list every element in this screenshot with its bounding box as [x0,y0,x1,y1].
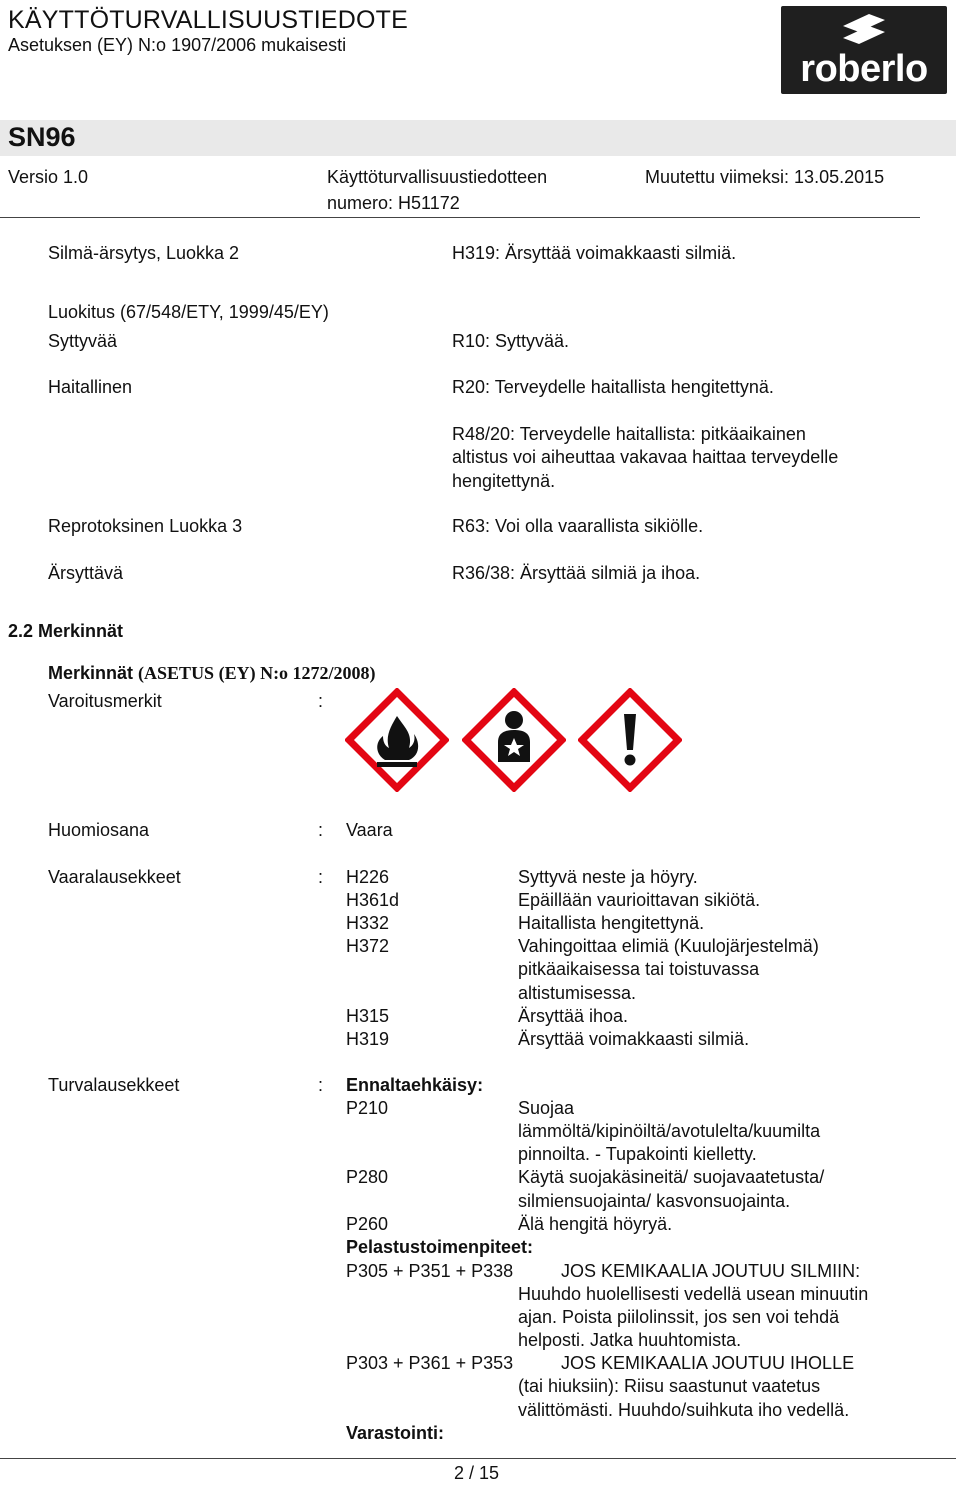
dsd-statement: altistus voi aiheuttaa vakavaa haittaa terveydelle [452,447,839,467]
health-hazard-icon [462,688,566,792]
precautionary-statements-label: Turvalausekkeet [48,1075,180,1095]
precaution-code: P260 [346,1214,389,1234]
exclamation-mark-icon [578,688,682,792]
signal-word: Vaara [346,820,393,840]
header-divider [0,217,920,218]
hazard-code: H372 [346,936,390,956]
pictograms-label: Varoitusmerkit [48,691,162,711]
precaution-text: lämmöltä/kipinöiltä/avotulelta/kuumilta [518,1121,821,1141]
dsd-statement: hengitettynä. [452,471,556,491]
colon: : [318,820,324,840]
clp-class-statement: H319: Ärsyttää voimakkaasti silmiä. [452,243,737,263]
sds-label: Käyttöturvallisuustiedotteen [327,167,548,187]
dsd-label-reprotoxic: Reprotoksinen Luokka 3 [48,516,243,536]
footer-divider [0,1458,956,1459]
hazard-text: Epäillään vaurioittavan sikiötä. [518,890,761,910]
precaution-text: Suojaa [518,1098,575,1118]
hazard-text: Ärsyttää voimakkaasti silmiä. [518,1029,750,1049]
document-title: KÄYTTÖTURVALLISUUSTIEDOTE [8,6,408,34]
precaution-code: P305 + P351 + P338 [346,1261,514,1281]
hazard-code: H226 [346,867,390,887]
precaution-code: P210 [346,1098,389,1118]
dsd-statement: R36/38: Ärsyttää silmiä ja ihoa. [452,563,701,583]
precaution-text: helposti. Jatka huuhtomista. [518,1330,742,1350]
version-label: Versio 1.0 [8,167,89,187]
page-number: 2 / 15 [454,1463,500,1483]
flame-icon [345,688,449,792]
precaution-text: Käytä suojakäsineitä/ suojavaatetusta/ [518,1167,825,1187]
logo-mark-icon [839,12,889,48]
colon: : [318,1075,324,1095]
hazard-code: H332 [346,913,390,933]
dsd-label-irritant: Ärsyttävä [48,563,124,583]
hazard-code: H361d [346,890,400,910]
revision-date: Muutettu viimeksi: 13.05.2015 [645,167,885,187]
hazard-statements-label: Vaaralausekkeet [48,867,181,887]
precaution-text: JOS KEMIKAALIA JOUTUU SILMIIN: [561,1261,861,1281]
roberlo-logo [781,6,947,94]
dsd-label-harmful: Haitallinen [48,377,133,397]
dsd-label-flammable: Syttyvää [48,331,118,351]
dsd-statement: R20: Terveydelle haitallista hengitettynä. [452,377,774,397]
logo-text: roberlo [800,48,928,90]
product-name: SN96 [8,122,76,152]
dsd-statement: R48/20: Terveydelle haitallista: pitkäaikainen [452,424,806,444]
hazard-text: pitkäaikaisessa tai toistuvassa [518,959,760,979]
hazard-text: Syttyvä neste ja höyry. [518,867,698,887]
clp-class-label: Silmä-ärsytys, Luokka 2 [48,243,240,263]
colon: : [318,691,324,711]
product-band [0,120,956,156]
precaution-text: silmiensuojainta/ kasvonsuojainta. [518,1191,791,1211]
regulation-heading [48,663,376,684]
document-subtitle: Asetuksen (EY) N:o 1907/2006 mukaisesti [8,35,347,55]
hazard-text: altistumisessa. [518,983,637,1003]
precaution-text: Huuhdo huolellisesti vedellä usean minuutin [518,1284,869,1304]
precaution-text: välittömästi. Huuhdo/suihkuta iho vedellä. [518,1400,850,1420]
colon: : [318,867,324,887]
dsd-statement: R10: Syttyvää. [452,331,570,351]
regulation-heading-ref: (ASETUS (EY) N:o 1272/2008) [138,663,376,683]
dsd-statement: R63: Voi olla vaarallista sikiölle. [452,516,704,536]
hazard-code: H319 [346,1029,390,1049]
hazard-code: H315 [346,1006,390,1026]
regulation-heading-bold: Merkinnät [48,663,134,683]
hazard-text: Ärsyttää ihoa. [518,1006,629,1026]
storage-title: Varastointi: [346,1423,445,1443]
section-heading: 2.2 Merkinnät [8,621,124,641]
sds-number: numero: H51172 [327,193,460,213]
precaution-text: pinnoilta. - Tupakointi kielletty. [518,1144,757,1164]
hazard-text: Vahingoittaa elimiä (Kuulojärjestelmä) [518,936,819,956]
precaution-code: P303 + P361 + P353 [346,1353,514,1373]
hazard-text: Haitallista hengitettynä. [518,913,705,933]
dsd-classification-title: Luokitus (67/548/ETY, 1999/45/EY) [48,302,329,322]
precaution-text: (tai hiuksiin): Riisu saastunut vaatetus [518,1376,821,1396]
signal-word-label: Huomiosana [48,820,150,840]
prevention-title: Ennaltaehkäisy: [346,1075,484,1095]
precaution-text: JOS KEMIKAALIA JOUTUU IHOLLE [561,1353,855,1373]
precaution-text: ajan. Poista piilolinssit, jos sen voi tehdä [518,1307,840,1327]
precaution-text: Älä hengitä höyryä. [518,1214,673,1234]
response-title: Pelastustoimenpiteet: [346,1237,534,1257]
precaution-code: P280 [346,1167,389,1187]
